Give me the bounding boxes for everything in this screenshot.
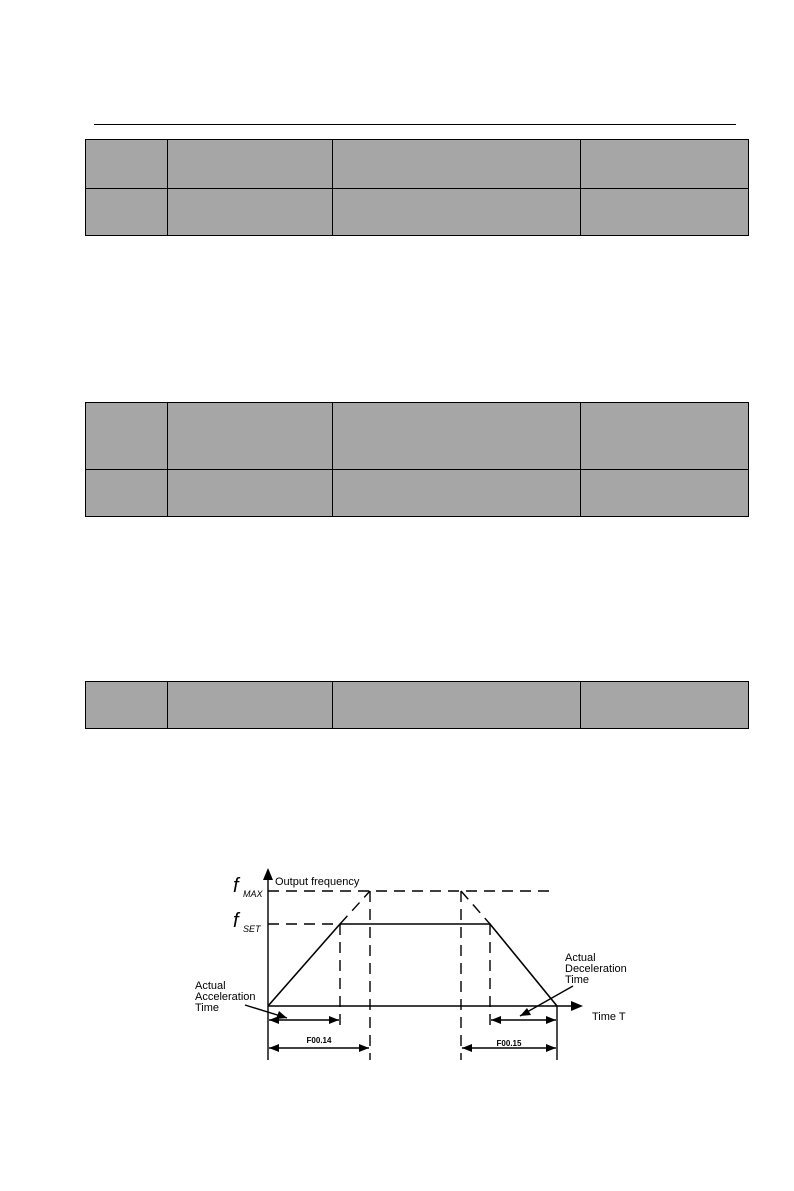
accel-param-label: F00.14 bbox=[306, 1036, 332, 1045]
table-cell bbox=[168, 470, 333, 517]
decel-label-line-1: Actual bbox=[565, 952, 596, 964]
table-cell bbox=[333, 470, 581, 517]
accel-decel-diagram bbox=[185, 860, 645, 1075]
fmax-to-decel-line bbox=[461, 891, 490, 924]
accel-to-fmax-line bbox=[340, 891, 370, 924]
y-axis-arrow bbox=[263, 868, 273, 880]
table-cell bbox=[86, 140, 168, 189]
table-cell bbox=[333, 682, 581, 729]
table-cell bbox=[168, 140, 333, 189]
table-cell bbox=[168, 403, 333, 470]
parameter-table-1 bbox=[85, 139, 749, 236]
table-cell bbox=[86, 682, 168, 729]
table-cell bbox=[86, 189, 168, 236]
accel-label-line-1: Actual bbox=[195, 980, 226, 992]
table-row bbox=[86, 470, 749, 517]
parameter-table-3 bbox=[85, 681, 749, 729]
table-cell bbox=[581, 140, 749, 189]
fmax-subscript: MAX bbox=[243, 889, 263, 899]
table-row bbox=[86, 140, 749, 189]
table-cell bbox=[581, 189, 749, 236]
table-cell bbox=[168, 189, 333, 236]
fset-label: f bbox=[233, 910, 239, 932]
table-cell bbox=[333, 403, 581, 470]
table-row bbox=[86, 189, 749, 236]
table-cell bbox=[581, 682, 749, 729]
x-axis-label: Time T bbox=[592, 1011, 626, 1023]
fmax-label: f bbox=[233, 875, 239, 897]
frequency-profile bbox=[268, 924, 557, 1006]
header-rule bbox=[94, 124, 736, 125]
table-cell bbox=[86, 470, 168, 517]
table-cell bbox=[168, 682, 333, 729]
table-cell bbox=[581, 470, 749, 517]
x-axis-arrow bbox=[571, 1001, 583, 1011]
table-cell bbox=[581, 403, 749, 470]
table-cell bbox=[86, 403, 168, 470]
accel-label-line-2: Acceleration bbox=[195, 991, 256, 1003]
decel-label-line-3: Time bbox=[565, 974, 590, 986]
accel-label-line-3: Time bbox=[195, 1002, 220, 1014]
table-cell bbox=[333, 140, 581, 189]
decel-param-label: F00.15 bbox=[496, 1039, 522, 1048]
table-row bbox=[86, 682, 749, 729]
y-axis-label: Output frequency bbox=[275, 876, 360, 888]
table-cell bbox=[333, 189, 581, 236]
fset-subscript: SET bbox=[243, 924, 261, 934]
table-row bbox=[86, 403, 749, 470]
parameter-table-2 bbox=[85, 402, 749, 517]
decel-label-line-2: Deceleration bbox=[565, 963, 627, 975]
